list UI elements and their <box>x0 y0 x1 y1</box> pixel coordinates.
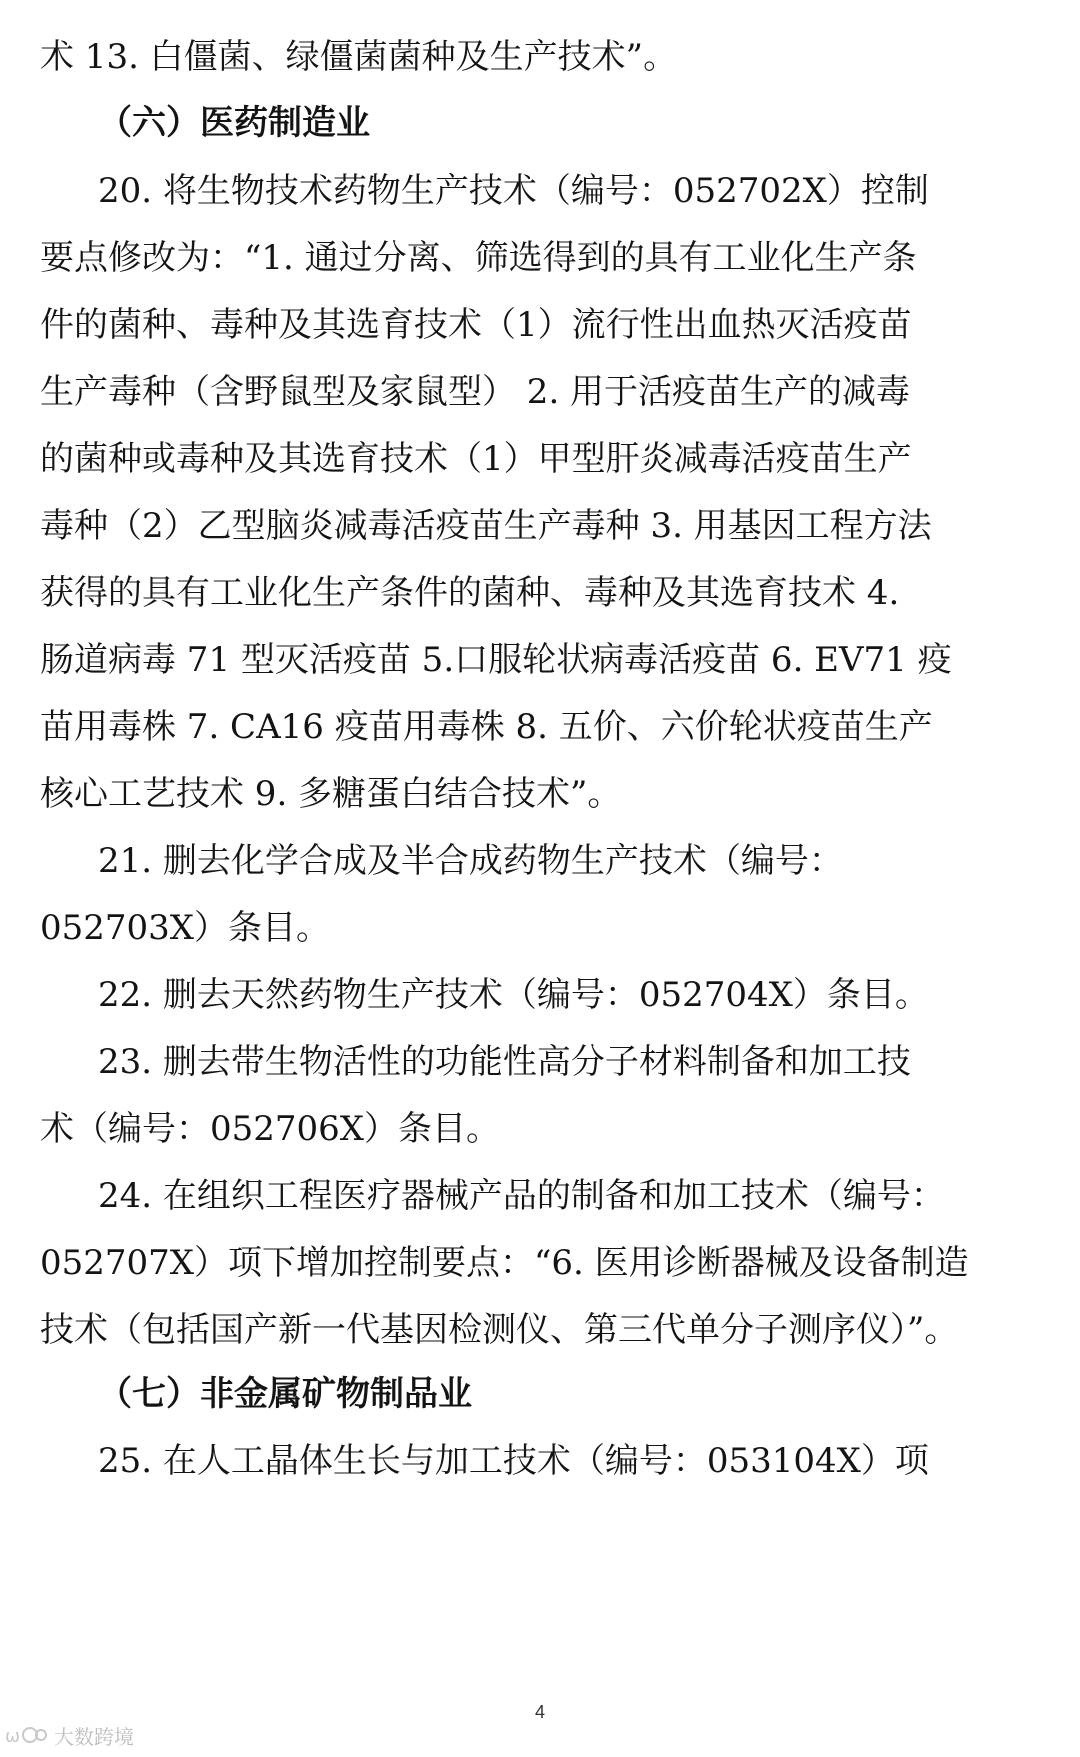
text-line <box>0 1424 1080 1498</box>
text-line <box>0 154 1080 228</box>
text-line-content: 25. 在人工晶体生长与加工技术（编号：053104X）项 <box>98 1441 929 1481</box>
svg-text:ω: ω <box>5 1726 21 1747</box>
watermark <box>4 1720 134 1750</box>
text-line <box>0 1025 1080 1099</box>
text-line-content: 052707X）项下增加控制要点：“6. 医用诊断器械及设备制造 <box>40 1243 969 1283</box>
section-heading <box>0 86 1080 160</box>
section-heading-text: （六）医药制造业 <box>98 103 370 143</box>
text-line-content: 20. 将生物技术药物生产技术（编号：052702X）控制 <box>98 171 929 211</box>
section-heading-text: （七）非金属矿物制品业 <box>98 1374 472 1414</box>
text-line-content: 获得的具有工业化生产条件的菌种、毒种及其选育技术 4. <box>40 573 900 613</box>
text-line-content: 23. 删去带生物活性的功能性高分子材料制备和加工技 <box>98 1042 911 1082</box>
text-line-content: 术 13. 白僵菌、绿僵菌菌种及生产技术”。 <box>40 37 678 77</box>
text-line <box>0 891 1080 965</box>
text-line <box>0 556 1080 630</box>
text-line <box>0 1159 1080 1233</box>
watermark-text: 大数跨境 <box>54 1724 134 1749</box>
text-line-content: 22. 删去天然药物生产技术（编号：052704X）条目。 <box>98 975 929 1015</box>
text-line <box>0 422 1080 496</box>
text-line-content: 核心工艺技术 9. 多糖蛋白结合技术”。 <box>40 774 622 814</box>
text-line-content: 要点修改为：“1. 通过分离、筛选得到的具有工业化生产条 <box>40 238 917 278</box>
text-line-content: 技术（包括国产新一代基因检测仪、第三代单分子测序仪）”。 <box>40 1310 959 1350</box>
text-line-content: 术（编号：052706X）条目。 <box>40 1109 500 1149</box>
section-heading <box>0 1357 1080 1431</box>
text-line <box>0 489 1080 563</box>
text-line-content: 肠道病毒 71 型灭活疫苗 5.口服轮状病毒活疫苗 6. EV71 疫 <box>40 640 952 680</box>
text-line-content: 毒种（2）乙型脑炎减毒活疫苗生产毒种 3. 用基因工程方法 <box>40 506 932 546</box>
text-line <box>0 690 1080 764</box>
text-line <box>0 20 1080 94</box>
text-line-content: 的菌种或毒种及其选育技术（1）甲型肝炎减毒活疫苗生产 <box>40 439 912 479</box>
text-line <box>0 355 1080 429</box>
text-line-content: 21. 删去化学合成及半合成药物生产技术（编号： <box>98 841 843 881</box>
text-line-content: 052703X）条目。 <box>40 908 330 948</box>
text-line <box>0 288 1080 362</box>
text-line <box>0 824 1080 898</box>
text-line <box>0 1092 1080 1166</box>
text-line <box>0 1293 1080 1367</box>
watermark-logo <box>4 1722 48 1748</box>
text-line <box>0 1226 1080 1300</box>
text-line <box>0 958 1080 1032</box>
text-line <box>0 221 1080 295</box>
text-line-content: 生产毒种（含野鼠型及家鼠型） 2. 用于活疫苗生产的减毒 <box>40 372 911 412</box>
text-line-content: 24. 在组织工程医疗器械产品的制备和加工技术（编号： <box>98 1176 945 1216</box>
text-line <box>0 757 1080 831</box>
page-number: 4 <box>534 1702 545 1722</box>
text-line-content: 苗用毒株 7. CA16 疫苗用毒株 8. 五价、六价轮状疫苗生产 <box>40 707 933 747</box>
text-line <box>0 623 1080 697</box>
text-line-content: 件的菌种、毒种及其选育技术（1）流行性出血热灭活疫苗 <box>40 305 912 345</box>
